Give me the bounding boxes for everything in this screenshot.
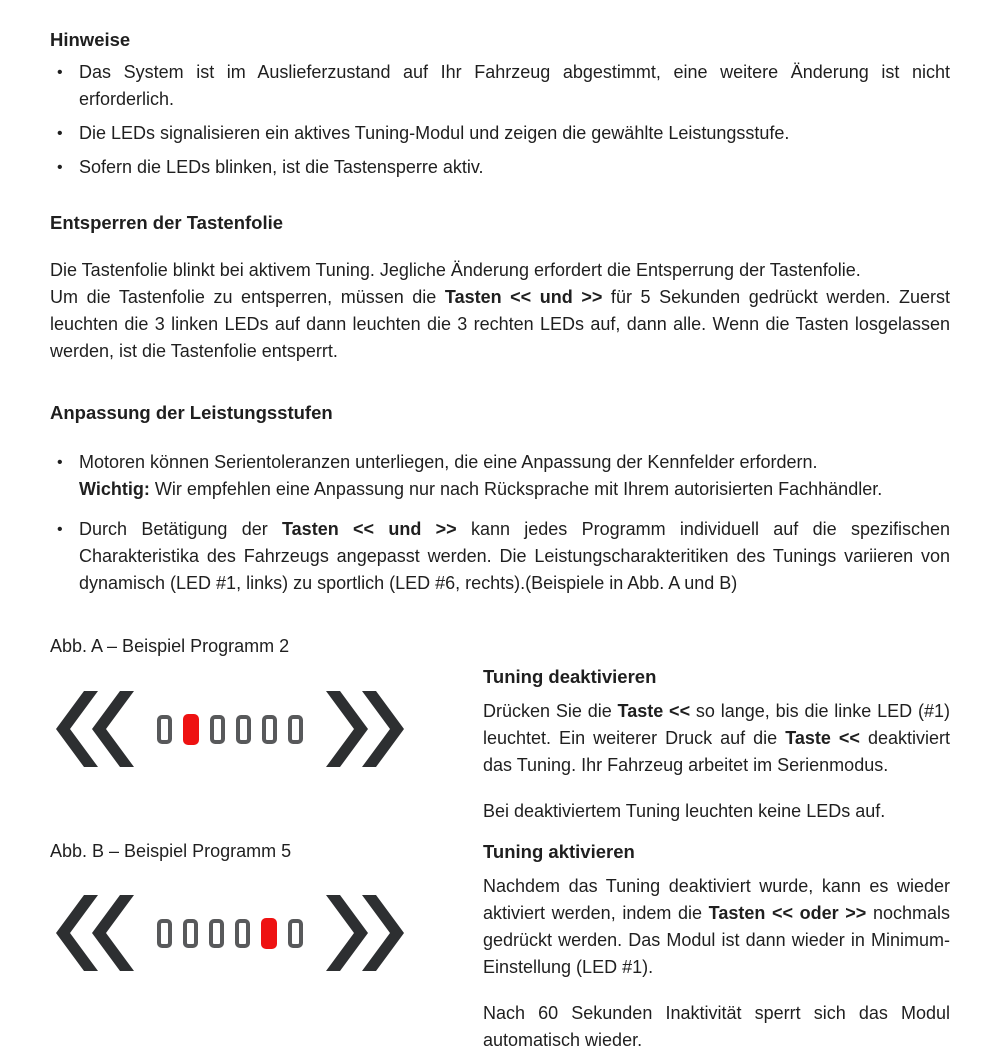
- led-2-active: [183, 714, 199, 745]
- entsperren-heading: Entsperren der Tastenfolie: [50, 212, 284, 233]
- figure-a-graphic: [56, 691, 483, 767]
- bullet-text: Das System ist im Auslieferzustand auf Ihr Fahrzeug abgestimmt, eine weitere Änderung ist nicht erforderlich.: [79, 62, 950, 109]
- double-chevron-right-icon: [326, 895, 404, 971]
- entsperren-body: [50, 257, 950, 365]
- figure-b-graphic: [56, 895, 483, 971]
- hinweise-heading: Hinweise: [50, 29, 131, 50]
- bullet-text: Motoren können Serientoleranzen unterliegen, die eine Anpassung der Kennfelder erfordern.: [79, 452, 818, 472]
- tuning-aktivieren-heading: Tuning aktivieren: [483, 841, 635, 862]
- anpassung-bullet-list: [50, 449, 950, 597]
- bullet-icon: •: [57, 125, 63, 142]
- bullet-text: Sofern die LEDs blinken, ist die Tastensperre aktiv.: [79, 157, 484, 177]
- double-chevron-left-icon: [56, 895, 134, 971]
- paragraph: Bei deaktiviertem Tuning leuchten keine LEDs auf.: [483, 801, 886, 821]
- led-strip: [157, 714, 303, 745]
- led-2: [183, 919, 198, 948]
- led-strip: [157, 918, 303, 949]
- list-item: [50, 449, 950, 503]
- tuning-text-column: [483, 633, 950, 1054]
- double-chevron-left-icon: [56, 691, 134, 767]
- figures-column: [50, 633, 483, 1054]
- bullet-text: Die LEDs signalisieren ein aktives Tuning-Modul und zeigen die gewählte Leistungsstufe.: [79, 123, 790, 143]
- double-chevron-right-icon: [326, 691, 404, 767]
- figure-a-label: Abb. A – Beispiel Programm 2: [50, 636, 290, 656]
- bullet-icon: •: [57, 64, 63, 81]
- bullet-text: Durch Betätigung der Tasten << und >> kann jedes Programm individuell auf die spezifischen Charakteristika des Fahrzeugs angepasst werden. Die Leistungscharakteritiken des Tunings variieren von dynamisch (LED #1, links) zu sportlich (LED #6, rechts).(Beispiele in Abb. A und B): [79, 519, 950, 593]
- led-5: [262, 715, 277, 744]
- tuning-deaktivieren-heading: Tuning deaktivieren: [483, 666, 657, 687]
- paragraph: Nach 60 Sekunden Inaktivität sperrt sich das Modul automatisch wieder.: [483, 1003, 950, 1050]
- led-5-active: [261, 918, 277, 949]
- list-item: [50, 154, 950, 181]
- led-6: [288, 715, 303, 744]
- figure-b-label: Abb. B – Beispiel Programm 5: [50, 841, 292, 861]
- bullet-text: Wichtig: Wir empfehlen eine Anpassung nur nach Rücksprache mit Ihrem autorisierten Fachhändler.: [79, 479, 883, 499]
- led-3: [210, 715, 225, 744]
- paragraph: Drücken Sie die Taste << so lange, bis die linke LED (#1) leuchtet. Ein weiterer Druck auf die Taste << deaktiviert das Tuning. Ihr Fahrzeug arbeitet im Serienmodus.: [483, 701, 950, 775]
- bullet-icon: •: [57, 159, 63, 176]
- paragraph: Um die Tastenfolie zu entsperren, müssen die Tasten << und >> für 5 Sekunden gedrückt werden. Zuerst leuchten die 3 linken LEDs auf dann leuchten die 3 rechten LEDs auf, dann alle. Wenn die Tasten losgelassen werden, ist die Tastenfolie entsperrt.: [50, 287, 950, 361]
- paragraph: Nachdem das Tuning deaktiviert wurde, kann es wieder aktiviert werden, indem die Tasten << oder >> nochmals gedrückt werden. Das Modul ist dann wieder in Minimum-Einstellung (LED #1).: [483, 876, 950, 977]
- led-1: [157, 715, 172, 744]
- anpassung-heading: Anpassung der Leistungsstufen: [50, 402, 333, 423]
- list-item: [50, 120, 950, 147]
- section-anpassung: [50, 401, 950, 597]
- hinweise-bullet-list: [50, 59, 950, 181]
- bottom-area: [50, 633, 950, 1054]
- bullet-icon: •: [57, 454, 63, 471]
- list-item: [50, 59, 950, 113]
- list-item: [50, 516, 950, 597]
- paragraph: Die Tastenfolie blinkt bei aktivem Tuning. Jegliche Änderung erfordert die Entsperrung der Tastenfolie.: [50, 260, 861, 280]
- section-entsperren: [50, 211, 950, 365]
- led-1: [157, 919, 172, 948]
- led-6: [288, 919, 303, 948]
- led-3: [209, 919, 224, 948]
- bullet-icon: •: [57, 521, 63, 538]
- led-4: [235, 919, 250, 948]
- section-hinweise: [50, 28, 950, 181]
- led-4: [236, 715, 251, 744]
